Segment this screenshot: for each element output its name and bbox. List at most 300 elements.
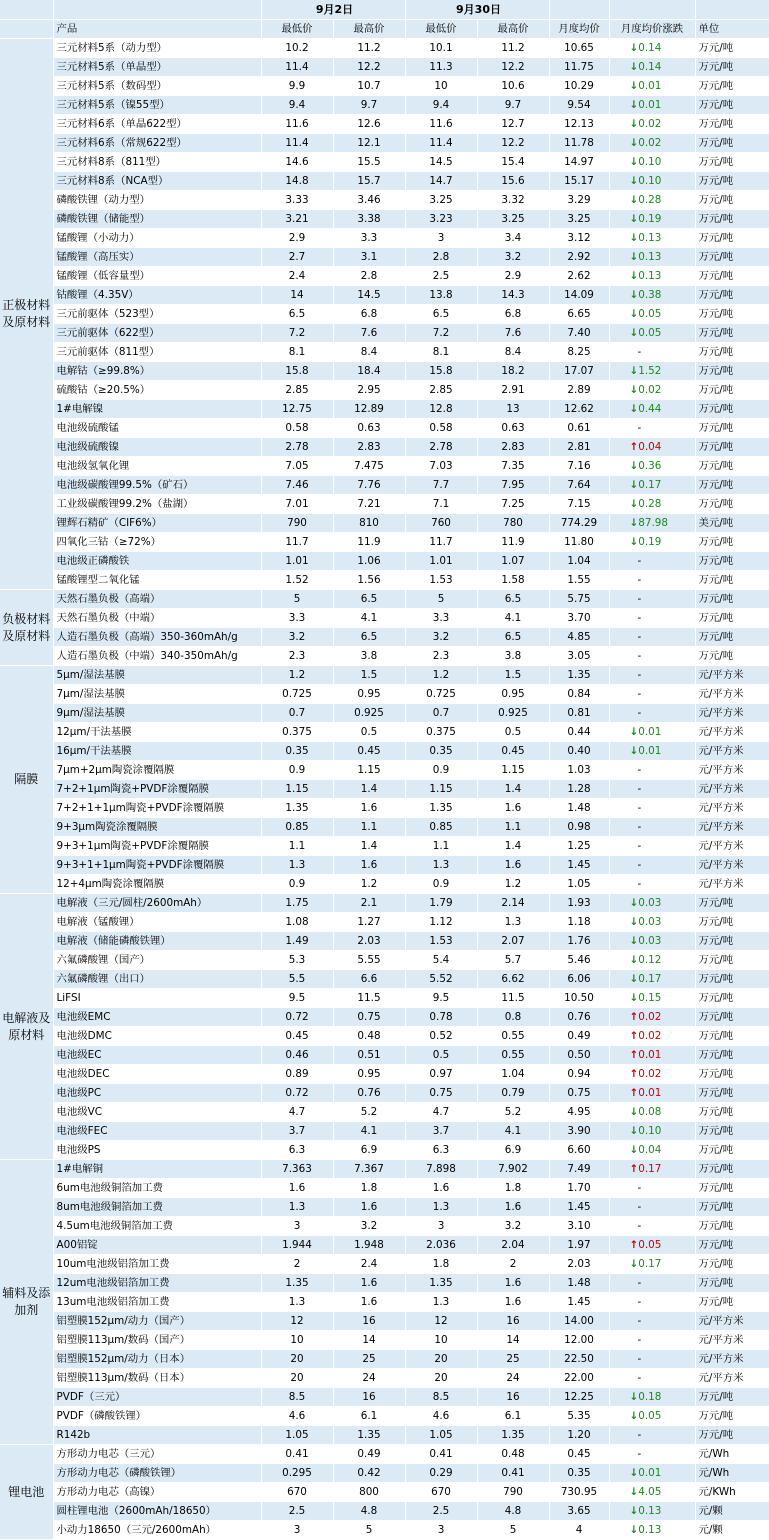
change-value: 4.05 [638,1486,662,1498]
change-value: - [637,783,642,795]
low-price-1: 7.2 [261,324,333,343]
high-price-2: 0.5 [477,723,549,742]
high-price-1: 3.46 [333,191,405,210]
high-price-1: 4.8 [333,1502,405,1521]
arrow-down-icon: ↓ [629,992,639,1004]
arrow-down-icon: ↓ [629,973,639,985]
product-name: 6um电池级铜箔加工费 [53,1179,261,1198]
product-name: PVDF（三元） [53,1388,261,1407]
low-price-1: 0.58 [261,419,333,438]
change-value: - [637,1277,642,1289]
unit: 万元/吨 [695,590,769,609]
low-price-1: 0.72 [261,1084,333,1103]
arrow-up-icon: ↑ [629,1030,639,1042]
high-price-2: 790 [477,1483,549,1502]
low-price-1: 0.375 [261,723,333,742]
col-header-low-2: 最低价 [405,20,477,39]
arrow-down-icon: ↓ [629,1144,639,1156]
high-price-2: 3.4 [477,229,549,248]
table-row [0,742,769,761]
table-row [0,571,769,590]
high-price-2: 6.5 [477,590,549,609]
product-name: 电池级EMC [53,1008,261,1027]
high-price-1: 11.9 [333,533,405,552]
low-price-1: 10.2 [261,39,333,58]
high-price-2: 1.6 [477,799,549,818]
arrow-down-icon: ↓ [629,517,639,529]
table-row [0,685,769,704]
high-price-1: 0.51 [333,1046,405,1065]
monthly-change [609,1084,695,1103]
low-price-1: 12.75 [261,400,333,419]
change-value: 0.15 [638,992,662,1004]
monthly-change [609,571,695,590]
high-price-2: 1.4 [477,780,549,799]
monthly-average: 1.03 [549,761,609,780]
high-price-2: 3.25 [477,210,549,229]
low-price-1: 11.6 [261,115,333,134]
table-row [0,856,769,875]
table-row [0,533,769,552]
low-price-1: 8.1 [261,343,333,362]
monthly-change [609,970,695,989]
unit: 元/平方米 [695,1350,769,1369]
high-price-1: 7.21 [333,495,405,514]
low-price-2: 0.58 [405,419,477,438]
unit: 美元/吨 [695,514,769,533]
table-row [0,780,769,799]
high-price-2: 6.1 [477,1407,549,1426]
monthly-average: 14.09 [549,286,609,305]
high-price-2: 1.3 [477,913,549,932]
low-price-2: 0.52 [405,1027,477,1046]
high-price-2: 1.2 [477,875,549,894]
unit: 万元/吨 [695,1198,769,1217]
low-price-2: 15.8 [405,362,477,381]
unit: 万元/吨 [695,1027,769,1046]
category-label: 负极材料及原材料 [0,590,53,666]
change-value: - [637,574,642,586]
high-price-1: 11.5 [333,989,405,1008]
low-price-2: 2.85 [405,381,477,400]
high-price-1: 14.5 [333,286,405,305]
high-price-2: 0.55 [477,1027,549,1046]
product-name: 电池级氢氧化锂 [53,457,261,476]
high-price-2: 10.6 [477,77,549,96]
low-price-2: 1.01 [405,552,477,571]
high-price-2: 14 [477,1331,549,1350]
unit: 万元/吨 [695,1008,769,1027]
monthly-average: 5.35 [549,1407,609,1426]
high-price-1: 5.55 [333,951,405,970]
table-row [0,495,769,514]
monthly-average: 0.84 [549,685,609,704]
monthly-change [609,1217,695,1236]
monthly-change [609,419,695,438]
change-value: 0.36 [638,460,662,472]
low-price-2: 2.3 [405,647,477,666]
unit: 万元/吨 [695,134,769,153]
low-price-1: 1.944 [261,1236,333,1255]
monthly-average: 0.50 [549,1046,609,1065]
unit: 万元/吨 [695,1103,769,1122]
high-price-2: 4.1 [477,609,549,628]
low-price-2: 1.6 [405,1179,477,1198]
unit: 万元/吨 [695,267,769,286]
monthly-average: 1.55 [549,571,609,590]
monthly-average: 0.75 [549,1084,609,1103]
monthly-change [609,1046,695,1065]
change-value: - [637,650,642,662]
low-price-2: 10 [405,1331,477,1350]
table-row [0,628,769,647]
low-price-1: 2.5 [261,1502,333,1521]
unit: 万元/吨 [695,628,769,647]
change-value: - [637,1353,642,1365]
low-price-2: 5 [405,590,477,609]
change-value: - [637,878,642,890]
unit: 元/平方米 [695,704,769,723]
unit: 万元/吨 [695,1179,769,1198]
product-name: 7+2+1μm陶瓷+PVDF涂覆隔膜 [53,780,261,799]
monthly-change [609,58,695,77]
product-name: 天然石墨负极（高端） [53,590,261,609]
product-name: 方形动力电芯（高镍） [53,1483,261,1502]
low-price-2: 4.7 [405,1103,477,1122]
product-name: 锰酸锂（高压实） [53,248,261,267]
table-row [0,58,769,77]
change-value: 0.17 [638,1163,662,1175]
unit: 万元/吨 [695,343,769,362]
monthly-average: 22.50 [549,1350,609,1369]
product-name: 三元前驱体（811型） [53,343,261,362]
unit: 万元/吨 [695,913,769,932]
product-name: 电池级DMC [53,1027,261,1046]
low-price-1: 11.7 [261,533,333,552]
monthly-average: 8.25 [549,343,609,362]
table-row [0,932,769,951]
low-price-2: 9.4 [405,96,477,115]
product-name: A00铝锭 [53,1236,261,1255]
product-name: 钴酸锂（4.35V） [53,286,261,305]
col-header-unit: 单位 [695,20,769,39]
monthly-average: 22.00 [549,1369,609,1388]
monthly-average: 2.92 [549,248,609,267]
unit: 元/颗 [695,1502,769,1521]
monthly-average: 2.81 [549,438,609,457]
low-price-2: 20 [405,1350,477,1369]
high-price-1: 14 [333,1331,405,1350]
monthly-change [609,1236,695,1255]
high-price-2: 6.62 [477,970,549,989]
low-price-1: 1.1 [261,837,333,856]
monthly-change [609,666,695,685]
monthly-change [609,856,695,875]
monthly-average: 3.12 [549,229,609,248]
monthly-average: 1.18 [549,913,609,932]
low-price-1: 12 [261,1312,333,1331]
product-name: 小动力18650（三元/2600mAh） [53,1521,261,1540]
monthly-average: 11.80 [549,533,609,552]
monthly-average: 15.17 [549,172,609,191]
low-price-2: 6.5 [405,305,477,324]
unit: 万元/吨 [695,552,769,571]
low-price-2: 1.3 [405,1198,477,1217]
product-name: 三元材料6系（常规622型） [53,134,261,153]
monthly-change [609,533,695,552]
arrow-down-icon: ↓ [629,80,639,92]
low-price-1: 4.7 [261,1103,333,1122]
high-price-2: 16 [477,1312,549,1331]
low-price-1: 0.72 [261,1008,333,1027]
low-price-2: 0.41 [405,1445,477,1464]
table-row [0,1141,769,1160]
monthly-change [609,951,695,970]
monthly-change [609,647,695,666]
low-price-2: 0.5 [405,1046,477,1065]
low-price-1: 1.15 [261,780,333,799]
low-price-2: 7.7 [405,476,477,495]
monthly-change [609,1445,695,1464]
low-price-2: 3 [405,1217,477,1236]
low-price-1: 0.9 [261,761,333,780]
high-price-1: 8.4 [333,343,405,362]
unit: 万元/吨 [695,1236,769,1255]
arrow-down-icon: ↓ [629,213,639,225]
high-price-1: 12.89 [333,400,405,419]
product-name: 9+3+1+1μm陶瓷+PVDF涂覆隔膜 [53,856,261,875]
low-price-1: 2 [261,1255,333,1274]
monthly-change [609,590,695,609]
unit: 元/颗 [695,1521,769,1540]
low-price-1: 8.5 [261,1388,333,1407]
monthly-average: 3.70 [549,609,609,628]
low-price-1: 14.8 [261,172,333,191]
high-price-2: 14.3 [477,286,549,305]
unit: 元/KWh [695,1483,769,1502]
unit: 万元/吨 [695,457,769,476]
low-price-2: 0.9 [405,875,477,894]
high-price-2: 0.8 [477,1008,549,1027]
high-price-1: 1.8 [333,1179,405,1198]
unit: 万元/吨 [695,381,769,400]
high-price-2: 1.5 [477,666,549,685]
monthly-change [609,210,695,229]
change-value: 0.01 [638,1049,662,1061]
table-row [0,1426,769,1445]
monthly-average: 4 [549,1521,609,1540]
table-row [0,1312,769,1331]
product-name: 铝塑膜152μm/动力（日本） [53,1350,261,1369]
change-value: 0.02 [638,137,662,149]
change-value: 0.44 [638,403,662,415]
table-row [0,875,769,894]
low-price-2: 1.53 [405,571,477,590]
arrow-down-icon: ↓ [629,61,639,73]
low-price-2: 9.5 [405,989,477,1008]
table-row [0,913,769,932]
change-value: 0.17 [638,1258,662,1270]
unit: 万元/吨 [695,1274,769,1293]
table-row [0,77,769,96]
change-value: - [637,1182,642,1194]
high-price-2: 15.4 [477,153,549,172]
low-price-1: 11.4 [261,58,333,77]
arrow-up-icon: ↑ [629,441,639,453]
low-price-2: 10.1 [405,39,477,58]
monthly-average: 1.93 [549,894,609,913]
monthly-change [609,1198,695,1217]
arrow-down-icon: ↓ [629,365,639,377]
low-price-2: 760 [405,514,477,533]
change-value: 0.03 [638,897,662,909]
monthly-change [609,191,695,210]
monthly-change [609,229,695,248]
change-value: 0.01 [638,745,662,757]
unit: 元/平方米 [695,723,769,742]
unit: 元/平方米 [695,742,769,761]
table-row [0,1445,769,1464]
product-name: 4.5um电池级铜箔加工费 [53,1217,261,1236]
unit: 万元/吨 [695,1160,769,1179]
change-value: 0.12 [638,954,662,966]
product-name: 铝塑膜113μm/数码（日本） [53,1369,261,1388]
high-price-1: 1.6 [333,1293,405,1312]
product-name: 电池级PS [53,1141,261,1160]
low-price-2: 5.4 [405,951,477,970]
arrow-up-icon: ↑ [629,1087,639,1099]
high-price-1: 1.4 [333,837,405,856]
high-price-1: 800 [333,1483,405,1502]
high-price-1: 0.5 [333,723,405,742]
column-header-row [0,20,769,39]
monthly-change [609,742,695,761]
low-price-1: 3.3 [261,609,333,628]
change-value: - [637,593,642,605]
table-row [0,970,769,989]
low-price-1: 0.46 [261,1046,333,1065]
unit: 万元/吨 [695,248,769,267]
low-price-1: 2.7 [261,248,333,267]
table-row [0,1198,769,1217]
high-price-2: 0.95 [477,685,549,704]
product-name: 电池级DEC [53,1065,261,1084]
product-name: 5μm/湿法基膜 [53,666,261,685]
monthly-change [609,343,695,362]
change-value: 0.13 [638,270,662,282]
high-price-2: 1.15 [477,761,549,780]
monthly-change [609,39,695,58]
monthly-average: 5.75 [549,590,609,609]
monthly-average: 6.60 [549,1141,609,1160]
low-price-1: 1.2 [261,666,333,685]
unit: 万元/吨 [695,1122,769,1141]
table-row [0,1084,769,1103]
monthly-change [609,913,695,932]
low-price-2: 11.4 [405,134,477,153]
monthly-average: 7.49 [549,1160,609,1179]
change-value: 0.18 [638,1391,662,1403]
high-price-2: 3.8 [477,647,549,666]
low-price-1: 3.33 [261,191,333,210]
table-row [0,761,769,780]
change-value: 0.13 [638,232,662,244]
unit: 万元/吨 [695,533,769,552]
monthly-change [609,172,695,191]
low-price-1: 20 [261,1350,333,1369]
low-price-2: 7.898 [405,1160,477,1179]
arrow-down-icon: ↓ [629,1505,639,1517]
low-price-1: 1.05 [261,1426,333,1445]
product-name: 三元前驱体（622型） [53,324,261,343]
monthly-average: 1.20 [549,1426,609,1445]
col-header-high-2: 最高价 [477,20,549,39]
monthly-change [609,818,695,837]
monthly-average: 14.97 [549,153,609,172]
product-name: 圆柱锂电池（2600mAh/18650） [53,1502,261,1521]
monthly-change [609,438,695,457]
high-price-1: 12.1 [333,134,405,153]
high-price-2: 2.04 [477,1236,549,1255]
unit: 万元/吨 [695,115,769,134]
monthly-change [609,1407,695,1426]
monthly-change [609,837,695,856]
change-value: - [637,555,642,567]
monthly-change [609,115,695,134]
monthly-average: 0.98 [549,818,609,837]
high-price-1: 11.2 [333,39,405,58]
high-price-2: 4.1 [477,1122,549,1141]
table-row [0,1046,769,1065]
low-price-2: 1.35 [405,1274,477,1293]
monthly-change [609,248,695,267]
low-price-2: 3.7 [405,1122,477,1141]
high-price-1: 7.6 [333,324,405,343]
monthly-average: 1.48 [549,1274,609,1293]
unit: 万元/吨 [695,1255,769,1274]
monthly-average: 17.07 [549,362,609,381]
unit: 万元/吨 [695,400,769,419]
product-name: 电池级硫酸锰 [53,419,261,438]
monthly-change [609,1141,695,1160]
product-name: 12μm/干法基膜 [53,723,261,742]
monthly-average: 4.95 [549,1103,609,1122]
monthly-change [609,875,695,894]
arrow-down-icon: ↓ [629,156,639,168]
change-value: 0.04 [638,1144,662,1156]
high-price-2: 0.55 [477,1046,549,1065]
unit: 万元/吨 [695,172,769,191]
low-price-2: 1.35 [405,799,477,818]
high-price-1: 0.95 [333,1065,405,1084]
low-price-1: 1.35 [261,799,333,818]
low-price-1: 0.45 [261,1027,333,1046]
monthly-average: 14.00 [549,1312,609,1331]
low-price-2: 5.52 [405,970,477,989]
product-name: 1#电解镍 [53,400,261,419]
high-price-1: 0.76 [333,1084,405,1103]
monthly-average: 1.70 [549,1179,609,1198]
low-price-1: 11.4 [261,134,333,153]
change-value: 0.05 [638,308,662,320]
unit: 万元/吨 [695,210,769,229]
product-name: 7μm/湿法基膜 [53,685,261,704]
high-price-1: 1.6 [333,799,405,818]
monthly-average: 0.40 [549,742,609,761]
high-price-1: 10.7 [333,77,405,96]
low-price-1: 20 [261,1369,333,1388]
high-price-2: 8.4 [477,343,549,362]
